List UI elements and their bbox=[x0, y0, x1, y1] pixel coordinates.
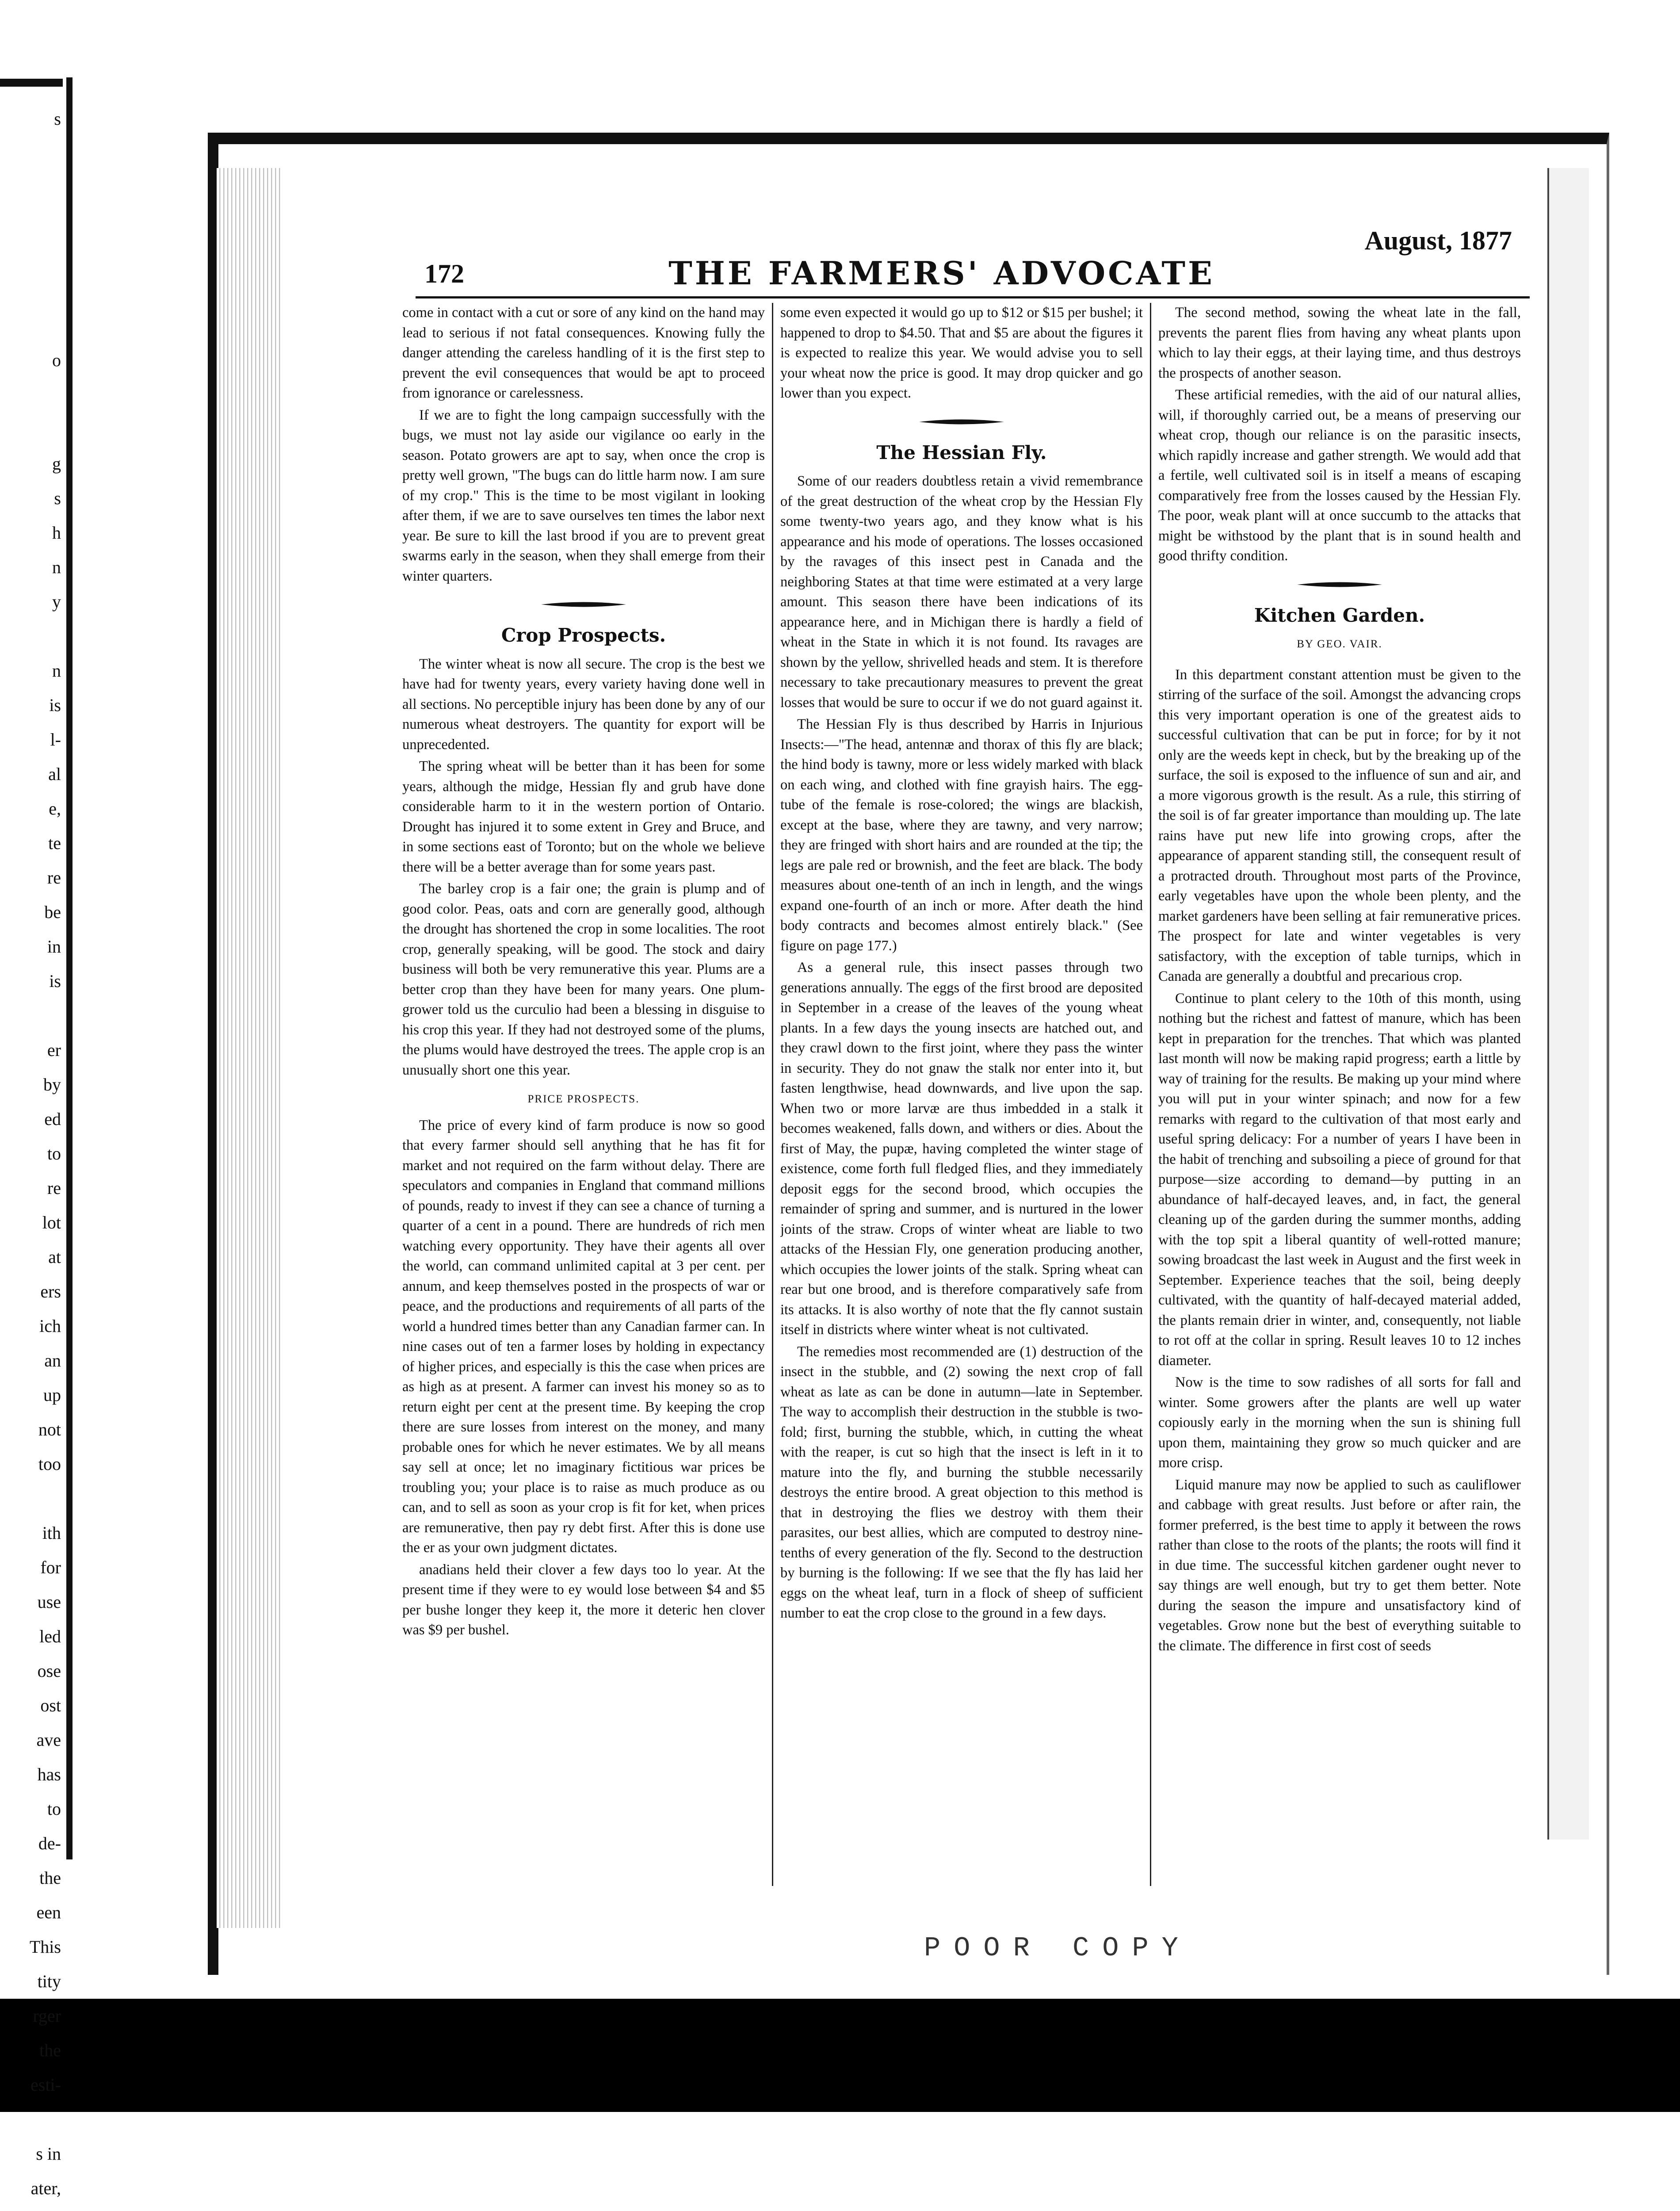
paragraph: In this department constant attention must be given to the stirring of the surface of the soil. Amongst the advancing crops this very important operation is one of the greatest aids to successful cultivation that can be put in force; for by it not only are the weeds kept in check, but by the breaking up of the surface, the soil is exposed to the influence of sun and air, and a more vigorous growth is the result. As a rule, this stirring of the soil is of far greater importance than moulding up. The late rains have put new life into growing crops, after the appearance of apparent standing still, the consequent result of a protracted drouth. Throughout most parts of the Province, early vegetables have upon the whole been plenty, and the market gardeners have been selling at fair remunerative prices. The prospect for late and winter vegetables is very satisfactory, with the exception of table turnips, which in Canada are generally a doubtful and precarious crop. bbox=[1158, 666, 1521, 984]
poor-copy-stamp: POOR COPY bbox=[924, 1932, 1191, 1964]
adjacent-page-fragment: be bbox=[44, 902, 61, 922]
adjacent-page-fragment: This bbox=[29, 1937, 61, 1957]
adjacent-page-fragment: rger bbox=[33, 2006, 61, 2026]
adjacent-page-fragment: e, bbox=[49, 799, 61, 819]
adjacent-page-fragment: ost bbox=[40, 1695, 61, 1715]
adjacent-page-fragment bbox=[4, 274, 65, 309]
subheading-price-prospects: PRICE PROSPECTS. bbox=[527, 1093, 640, 1105]
divider-ornament bbox=[1295, 579, 1384, 590]
adjacent-page-fragment: to bbox=[47, 1144, 61, 1163]
paragraph: The barley crop is a fair one; the grain is plump and of good color. Peas, oats and corn are generally good, although the drought has shortened the crop in some localities. The root crop, generally speaking, will be good. The stock and dairy business will both be very remunerative this year. Plums are a better crop than they have been for many years. One plum-grower told us the curculio had been a blessing in disguise to his crop this year. If they had not destroyed some of the plums, the plums would have destroyed the trees. The apple crop is an unusually short one this year. bbox=[402, 881, 765, 1078]
adjacent-page-fragment: een bbox=[36, 1902, 61, 1922]
paragraph: The price of every kind of farm produce is now so good that every farmer should sell anything that he has fit for market and not required on the farm without delay. There are speculators and companies in England that command millions of pounds, ready to invest if they can see a chance of turning a quarter of a cent in a pound. There are hundreds of rich men watching every opportunity. They have their agents all over the world, can command unlimited capital at 3 per cent. per annum, and keep themselves posted in the prospects of war or peace, and the productions and requirements of all parts of the world a hundred times better than any Canadian farmer can. In nine cases out of ten a farmer loses by holding in expectancy of higher prices, and especially is this the case when prices are as high as at present. A farmer can invest his money so as to return eight per cent at the present time. By keeping the crop there are sure losses from interest on the money, and many probable ones for which he never estimates. We by all means say sell at once; let no imaginary fictitious war prices be troubling you; your place is to raise as much produce as ou can, and to sell as soon as your crop is fit for ket, when prices are remunerative, then pay ry debt first. After this is done use the er as your own judgment dictates. bbox=[402, 1117, 765, 1556]
adjacent-page-fragment: use bbox=[37, 1592, 61, 1612]
paragraph: some even expected it would go up to $12 or $15 per bushel; it happened to drop to $4.50. That and $5 are about the figures it is expected to realize this year. We would advise you to sell your wheat now the price is good. It may drop quicker and go lower than you expect. bbox=[780, 305, 1143, 401]
column-divider bbox=[1150, 303, 1151, 1886]
adjacent-page-fragment: the bbox=[39, 2040, 61, 2060]
adjacent-page-fragment: is bbox=[49, 971, 61, 991]
adjacent-page-fragment: the bbox=[39, 1868, 61, 1888]
paragraph: come in contact with a cut or sore of any kind on the hand may lead to serious if not fatal consequences. Knowing fully the danger attending the careless handling of it is the first step to prevent the evil consequences that would be apt to proceed from ignorance or carelessness. bbox=[402, 305, 765, 401]
adjacent-page-fragment: n bbox=[52, 557, 61, 577]
issue-date: August, 1877 bbox=[1364, 226, 1512, 255]
adjacent-page-fragment: to bbox=[47, 1799, 61, 1819]
adjacent-page-text-fragments bbox=[4, 102, 65, 2211]
adjacent-page-fragment: ater, bbox=[31, 2178, 61, 2198]
adjacent-page-fragment: ose bbox=[37, 1661, 61, 1681]
adjacent-page-fragment: g bbox=[52, 454, 61, 474]
adjacent-page-fragment bbox=[4, 240, 65, 274]
adjacent-page-fragment: s in bbox=[36, 2144, 61, 2164]
paragraph: Continue to plant celery to the 10th of this month, using nothing but the richest and fattest of manure, which has been kept in preparation for the trenches. That which was planted last month will now be making rapid progress; earth a little by way of training for the results. Be making up your mind where you will put in your winter spinach; and now for a few remarks with regard to the cultivation of that most early and useful spring delicacy: For a number of years I have been in the habit of trenching and subsoiling a piece of ground for that purpose—size according to demand—by putting in an abundance of half-decayed leaves, and, in fact, the general cleaning up of the garden during the summer months, adding with the top spit a liberal quantity of well-rotted manure; sowing broadcast the last week in August and the first week in September. Experience teaches that the soil, being deeply cultivated, with the quantity of half-decayed material added, the plants remain drier in winter, and, consequently, not liable to rot off at the collar in spring. Result leaves 10 to 12 inches diameter. bbox=[1158, 990, 1521, 1369]
paragraph: The second method, sowing the wheat late in the fall, prevents the parent flies from having any wheat plants upon which to lay their eggs, at their laying time, and thus destroys the prospects of another season. bbox=[1158, 305, 1521, 381]
paragraph: anadians held their clover a few days too lo year. At the present time if they were to ey would lose between $4 and $5 per bushe longer they keep it, the more it deteric hen clover was $9 per bushel. bbox=[402, 1561, 765, 1638]
adjacent-page-fragment bbox=[4, 412, 65, 447]
adjacent-page-fragment: at bbox=[48, 1247, 61, 1267]
column-2 bbox=[780, 303, 1143, 1904]
section-heading-hessian-fly: The Hessian Fly. bbox=[876, 441, 1047, 463]
paragraph: These artificial remedies, with the aid of our natural allies, will, if thoroughly carried out, be a means of preserving our wheat crop, though our reliance is on the parasitic insects, which rapidly increase and gather strength. We would add that a fertile, well cultivated soil is in itself a means of escaping comparatively free from the losses caused by the Hessian Fly. The poor, weak plant will at once succumb to the attacks that might be withstood by the plant that is in sound health and good thrifty condition. bbox=[1158, 387, 1521, 564]
adjacent-page-fragment: esti- bbox=[31, 2075, 61, 2095]
adjacent-page-fragment bbox=[4, 205, 65, 240]
adjacent-page-fragment: up bbox=[43, 1385, 61, 1405]
section-heading-kitchen-garden: Kitchen Garden. bbox=[1254, 604, 1425, 626]
adjacent-page-fragment: led bbox=[39, 1626, 61, 1646]
page-edges bbox=[217, 168, 283, 1928]
divider-ornament bbox=[539, 599, 628, 610]
masthead-title: THE FARMERS' ADVOCATE bbox=[668, 254, 1215, 292]
adjacent-page-fragment bbox=[4, 309, 65, 343]
paragraph: The Hessian Fly is thus described by Harris in Injurious Insects:—"The head, antennæ and thorax of this fly are black; the hind body is tawny, more or less widely marked with black on each wing, and clothed with fine grayish hairs. The egg-tube of the female is rose-colored; the wings are blackish, except at the base, where they are tawny, and very narrow; they are fringed with short hairs and are rounded at the tip; the legs are pale red or brownish, and the feet are black. The body measures about one-tenth of an inch in length, and the wings expand one-fourth of an inch or more. After death the hind body contracts and becomes almost entirely black." (See figure on page 177.) bbox=[780, 716, 1143, 954]
scanner-background bbox=[0, 1999, 1680, 2112]
adjacent-page-fragment: re bbox=[47, 1178, 61, 1198]
paragraph: Liquid manure may now be applied to such as cauliflower and cabbage with great results. Just before or after rain, the former preferred, is the best time to apply it between the rows rather than close to the roots of the plants; the roots will find it in due time. The successful kitchen gardener ought never to say things are well enough, but try to get them better. Note during the season the impure and unsatisfactory kind of vegetables. Grow none but the best of everything suitable to the climate. The difference in first cost of seeds bbox=[1158, 1477, 1521, 1654]
adjacent-page-fragment bbox=[4, 171, 65, 205]
column-1 bbox=[402, 303, 765, 1904]
adjacent-page-fragment: n bbox=[52, 661, 61, 681]
adjacent-page-fragment: lot bbox=[42, 1213, 61, 1232]
adjacent-page-fragment bbox=[4, 378, 65, 412]
adjacent-page-fragment: re bbox=[47, 868, 61, 887]
section-heading-crop-prospects: Crop Prospects. bbox=[501, 624, 666, 646]
adjacent-page-fragment: h bbox=[52, 523, 61, 543]
adjacent-page-fragment: ed bbox=[44, 1109, 61, 1129]
adjacent-page-fragment: ich bbox=[39, 1316, 61, 1336]
adjacent-page-fragment bbox=[4, 619, 65, 654]
byline: BY GEO. VAIR. bbox=[1297, 638, 1382, 650]
adjacent-page-fragment: s bbox=[54, 488, 61, 508]
newspaper-page bbox=[389, 217, 1547, 1897]
adjacent-page-fragment: too bbox=[38, 1454, 61, 1474]
adjacent-page-fragment bbox=[4, 2102, 65, 2137]
adjacent-page-fragment: for bbox=[40, 1557, 61, 1577]
binding-strip bbox=[1547, 168, 1589, 1840]
column-3 bbox=[1158, 303, 1521, 1904]
adjacent-page-fragment: l- bbox=[50, 730, 61, 750]
adjacent-page-fragment: in bbox=[47, 937, 61, 956]
adjacent-page-fragment: ave bbox=[36, 1730, 61, 1750]
adjacent-page-fragment bbox=[4, 136, 65, 171]
adjacent-page-fragment: an bbox=[44, 1350, 61, 1370]
adjacent-page-fragment: tity bbox=[37, 1971, 61, 1991]
paragraph: The remedies most recommended are (1) destruction of the insect in the stubble, and (2) sowing the next crop of fall wheat as late as can be done in autumn—late in September. The way to accomplish their destruction in the stubble is two-fold; first, burning the stubble, which, in cutting the wheat with the reaper, is cut so high that the insect is left in it to mature into the fly, and burning the stubble necessarily destroys the entire brood. A great objection to this method is that in destroying the flies we destroy with them their parasites, our best allies, which are computed to destroy nine-tenths of every generation of the fly. Second to the destruction by burning is the following: If we see that the fly has laid her eggs on the wheat leaf, turn in a flock of sheep of sufficient number to eat the crop close to the ground in a few days. bbox=[780, 1343, 1143, 1621]
adjacent-page-fragment: has bbox=[37, 1764, 61, 1784]
header-rule bbox=[416, 296, 1530, 298]
adjacent-page-fragment: er bbox=[47, 1040, 61, 1060]
adjacent-page-fragment bbox=[4, 1481, 65, 1516]
column-divider bbox=[772, 303, 773, 1886]
adjacent-page-fragment: by bbox=[43, 1075, 61, 1094]
adjacent-page-fragment: s bbox=[54, 109, 61, 129]
adjacent-page-fragment: y bbox=[52, 592, 61, 612]
divider-ornament bbox=[917, 416, 1006, 428]
page-number: 172 bbox=[424, 259, 464, 288]
paragraph: If we are to fight the long campaign successfully with the bugs, we must not lay aside our vigilance oo early in the season. Potato growers are apt to say, when once the crop is pretty well grown, "The bugs can do little harm now. I am sure of my crop." This is the time to be most vigilant in looking after them, if we are to save ourselves ten times the labor next year. Be sure to kill the last brood if you are to prevent great swarms early in the season, when they shall emerge from their winter quarters. bbox=[402, 407, 765, 584]
paragraph: Now is the time to sow radishes of all sorts for fall and winter. Some growers after the plants are well up water copiously early in the morning when the sun is shining full upon them, maintaining they grow so much quicker and are more crisp. bbox=[1158, 1374, 1521, 1471]
paragraph: Some of our readers doubtless retain a vivid remembrance of the great destruction of the wheat crop by the Hessian Fly some twenty-two years ago, and they know what is his appearance and his mode of operations. The losses occasioned by the ravages of this insect pest in Canada and the neighboring States at that time were estimated at a very large amount. This season there have been indications of its appearance here, and in Michigan there is hardly a field of wheat in the State in which it is not found. Its ravages are shown by the yellow, shrivelled heads and stem. It is therefore necessary to take precautionary measures to prevent the great losses that would be sure to occur if we do not guard against it. bbox=[780, 473, 1143, 711]
paragraph: The spring wheat will be better than it has been for some years, although the midge, Hessian fly and grub have done considerable harm to it in the western portion of Ontario. Drought has injured it to some extent in Grey and Bruce, and in some sections east of Toronto; but on the whole we believe there will be a better average than for some years past. bbox=[402, 758, 765, 875]
adjacent-page-fragment: not bbox=[38, 1419, 61, 1439]
paragraph: The winter wheat is now all secure. The crop is the best we have had for twenty years, every variety having done well in all sections. No perceptible injury has been done by any of our numerous wheat destroyers. The quantity for export will be unprecedented. bbox=[402, 656, 765, 753]
adjacent-page-frame bbox=[0, 79, 63, 87]
adjacent-page-fragment: al bbox=[48, 764, 61, 784]
paragraph: As a general rule, this insect passes through two generations annually. The eggs of the first brood are deposited in September in a crease of the leaves of the young wheat plants. In a few days the young insects are hatched out, and they crawl down to the first joint, where they pass the winter in security. They do not gnaw the stalk nor enter into it, but fasten lengthwise, head downwards, and live upon the sap. When two or more larvæ are thus imbedded in a stalk it becomes weakened, falls down, and withers or dies. About the first of May, the pupæ, having completed the winter stage of existence, come forth full fledged flies, and they immediately deposit eggs for the second brood, which occupies the remainder of spring and summer, and is nurtured in the lower joints of the straw. Crops of winter wheat are liable to two attacks of the Hessian Fly, one generation producing another, which occupies the lower joints of the stalk. Spring wheat can rear but one brood, and is therefore comparatively safe from its attacks. It is also worthy of note that the fly cannot sustain itself in districts where winter wheat is not cultivated. bbox=[780, 960, 1143, 1338]
adjacent-page-fragment bbox=[4, 2206, 65, 2211]
adjacent-page-fragment: ers bbox=[40, 1281, 61, 1301]
adjacent-page-fragment: de- bbox=[38, 1833, 61, 1853]
adjacent-page-fragment: is bbox=[49, 695, 61, 715]
adjacent-page-fragment bbox=[4, 998, 65, 1033]
adjacent-page-fragment: te bbox=[48, 833, 61, 853]
adjacent-page-fragment: ith bbox=[42, 1523, 61, 1543]
adjacent-page-fragment: o bbox=[52, 350, 61, 370]
